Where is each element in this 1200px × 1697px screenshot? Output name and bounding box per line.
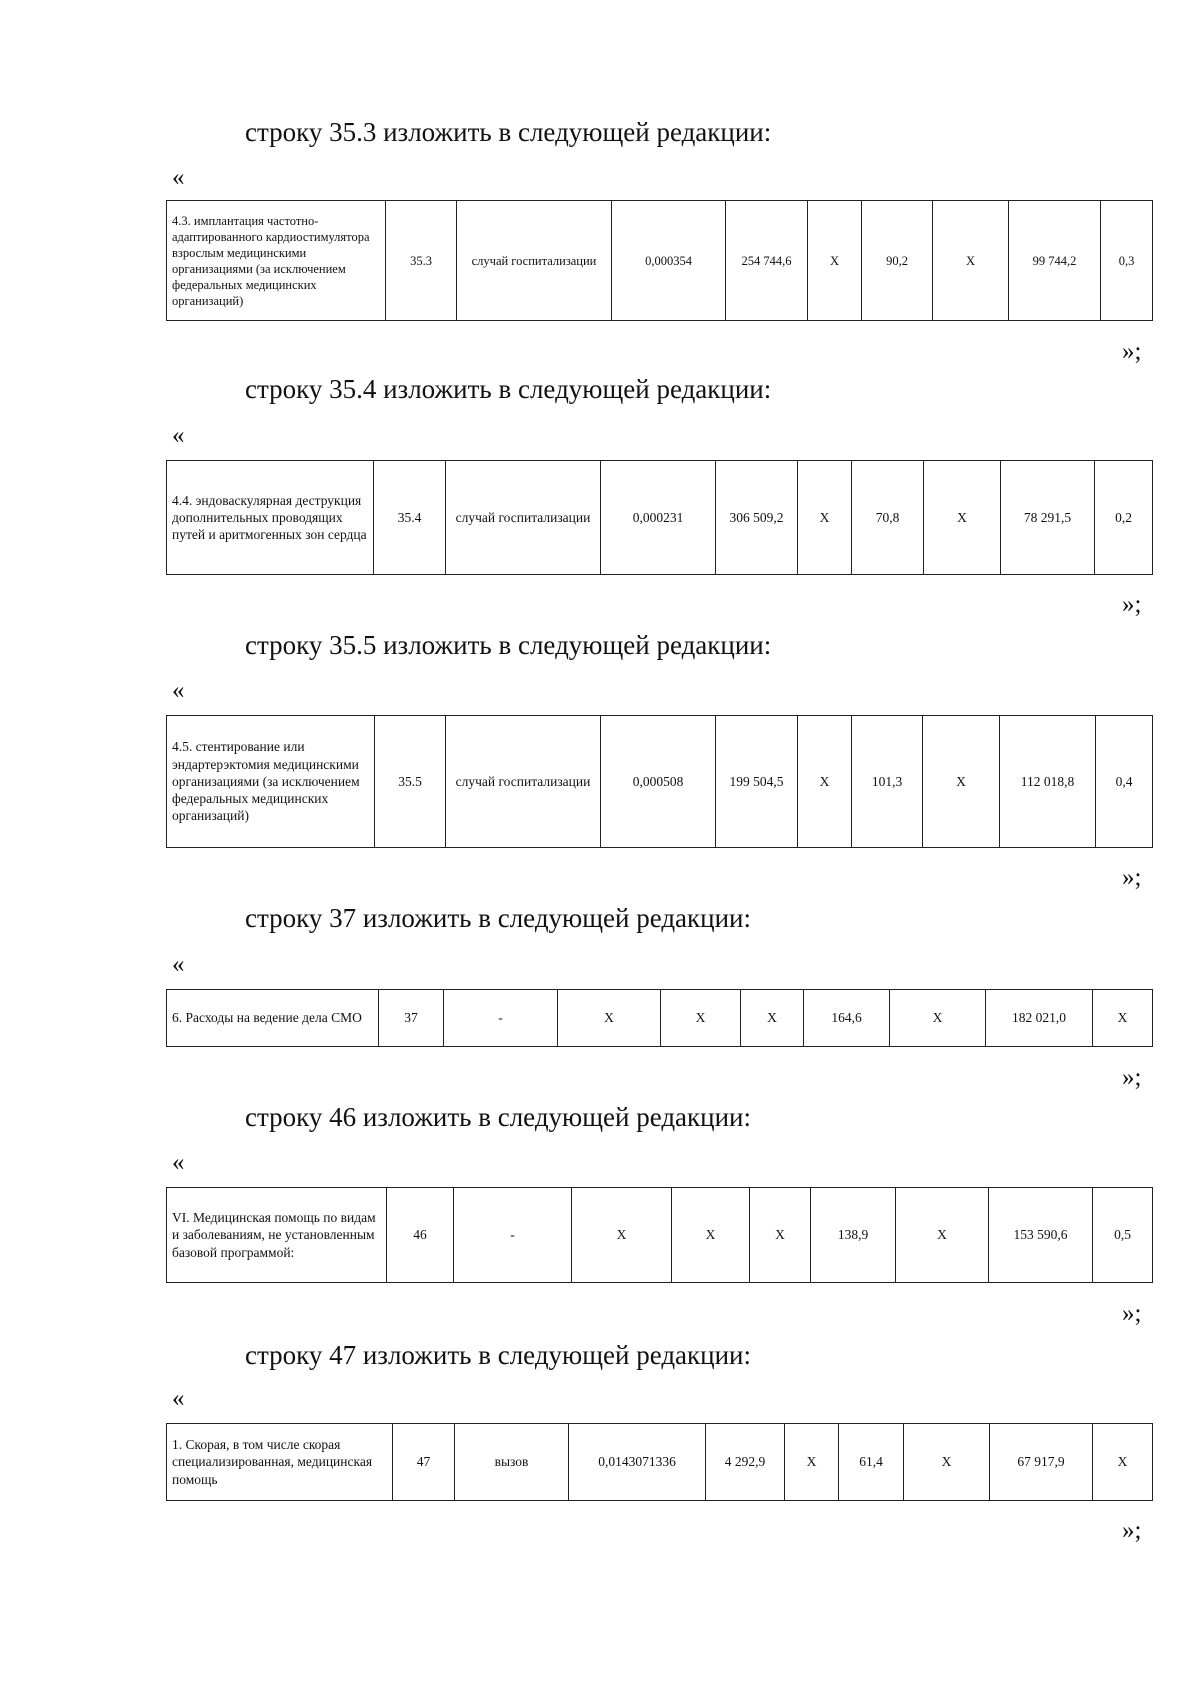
section-heading: строку 35.3 изложить в следующей редакции: — [245, 117, 772, 147]
cell-volume-norm: 0,000508 — [601, 716, 716, 848]
cell-name: VI. Медицинская помощь по видам и заболеваниям, не установленным базовой программой: — [167, 1188, 387, 1283]
cell-cost-norm: 4 292,9 — [706, 1424, 785, 1501]
cell-line-number: 37 — [379, 990, 444, 1047]
cell-value: 182 021,0 — [986, 990, 1093, 1047]
amendment-table — [166, 1187, 1153, 1283]
cell-line-number: 35.4 — [374, 461, 446, 575]
cell-line-number: 46 — [387, 1188, 454, 1283]
closing-quote: »; — [1122, 338, 1142, 365]
cell-unit: - — [454, 1188, 572, 1283]
cell-volume-norm: Х — [558, 990, 661, 1047]
cell-value: 70,8 — [852, 461, 924, 575]
cell-value: Х — [808, 201, 862, 321]
cell-value: Х — [890, 990, 986, 1047]
cell-value: Х — [750, 1188, 811, 1283]
amendment-table — [166, 715, 1153, 848]
cell-value: Х — [933, 201, 1009, 321]
table-row — [167, 716, 1153, 848]
table-row — [167, 461, 1153, 575]
cell-value: Х — [1093, 1424, 1153, 1501]
cell-cost-norm: 199 504,5 — [716, 716, 798, 848]
cell-unit: - — [444, 990, 558, 1047]
cell-value: 112 018,8 — [1000, 716, 1096, 848]
closing-quote: »; — [1122, 864, 1142, 891]
cell-unit: вызов — [455, 1424, 569, 1501]
section-heading: строку 47 изложить в следующей редакции: — [245, 1340, 752, 1370]
cell-name: 1. Скорая, в том числе скорая специализированная, медицинская помощь — [167, 1424, 393, 1501]
opening-quote: « — [172, 951, 185, 978]
cell-value: Х — [924, 461, 1001, 575]
cell-value: Х — [741, 990, 804, 1047]
cell-name: 4.4. эндоваскулярная деструкция дополнительных проводящих путей и аритмогенных зон сердца — [167, 461, 374, 575]
cell-unit: случай госпитализации — [446, 716, 601, 848]
closing-quote: »; — [1122, 591, 1142, 618]
section-heading: строку 35.4 изложить в следующей редакции: — [245, 374, 772, 404]
cell-value: 101,3 — [852, 716, 923, 848]
cell-cost-norm: 306 509,2 — [716, 461, 798, 575]
amendment-table — [166, 460, 1153, 575]
closing-quote: »; — [1122, 1300, 1142, 1327]
cell-cost-norm: Х — [672, 1188, 750, 1283]
table-row — [167, 1424, 1153, 1501]
cell-name: 6. Расходы на ведение дела СМО — [167, 990, 379, 1047]
cell-name: 4.3. имплантация частотно-адаптированного кардиостимулятора взрослым медицинскими организациями (за исключением федеральных медицинских организаций) — [167, 201, 386, 321]
cell-volume-norm: 0,000231 — [601, 461, 716, 575]
cell-cost-norm: Х — [661, 990, 741, 1047]
cell-value: 99 744,2 — [1009, 201, 1101, 321]
cell-value: Х — [798, 716, 852, 848]
amendment-table — [166, 200, 1153, 321]
cell-value: 164,6 — [804, 990, 890, 1047]
cell-value: Х — [785, 1424, 839, 1501]
cell-value: 0,3 — [1101, 201, 1153, 321]
cell-value: 67 917,9 — [990, 1424, 1093, 1501]
opening-quote: « — [172, 422, 185, 449]
section-heading: строку 46 изложить в следующей редакции: — [245, 1102, 752, 1132]
cell-volume-norm: Х — [572, 1188, 672, 1283]
opening-quote: « — [172, 677, 185, 704]
cell-value: Х — [923, 716, 1000, 848]
opening-quote: « — [172, 164, 185, 191]
cell-cost-norm: 254 744,6 — [726, 201, 808, 321]
opening-quote: « — [172, 1149, 185, 1176]
cell-value: Х — [896, 1188, 989, 1283]
cell-value: Х — [798, 461, 852, 575]
cell-value: Х — [904, 1424, 990, 1501]
cell-unit: случай госпитализации — [446, 461, 601, 575]
amendment-table — [166, 1423, 1153, 1501]
closing-quote: »; — [1122, 1064, 1142, 1091]
cell-name: 4.5. стентирование или эндартерэктомия медицинскими организациями (за исключением федеральных медицинских организаций) — [167, 716, 375, 848]
cell-value: Х — [1093, 990, 1153, 1047]
cell-value: 78 291,5 — [1001, 461, 1095, 575]
cell-value: 0,2 — [1095, 461, 1153, 575]
cell-value: 0,4 — [1096, 716, 1153, 848]
cell-line-number: 35.5 — [375, 716, 446, 848]
cell-volume-norm: 0,000354 — [612, 201, 726, 321]
cell-value: 90,2 — [862, 201, 933, 321]
cell-volume-norm: 0,0143071336 — [569, 1424, 706, 1501]
cell-value: 138,9 — [811, 1188, 896, 1283]
cell-value: 0,5 — [1093, 1188, 1153, 1283]
cell-unit: случай госпитализации — [457, 201, 612, 321]
section-heading: строку 37 изложить в следующей редакции: — [245, 903, 752, 933]
opening-quote: « — [172, 1385, 185, 1412]
table-row — [167, 201, 1153, 321]
cell-line-number: 35.3 — [386, 201, 457, 321]
section-heading: строку 35.5 изложить в следующей редакции: — [245, 630, 772, 660]
cell-value: 61,4 — [839, 1424, 904, 1501]
cell-line-number: 47 — [393, 1424, 455, 1501]
cell-value: 153 590,6 — [989, 1188, 1093, 1283]
closing-quote: »; — [1122, 1517, 1142, 1544]
table-row — [167, 990, 1153, 1047]
amendment-table — [166, 989, 1153, 1047]
table-row — [167, 1188, 1153, 1283]
